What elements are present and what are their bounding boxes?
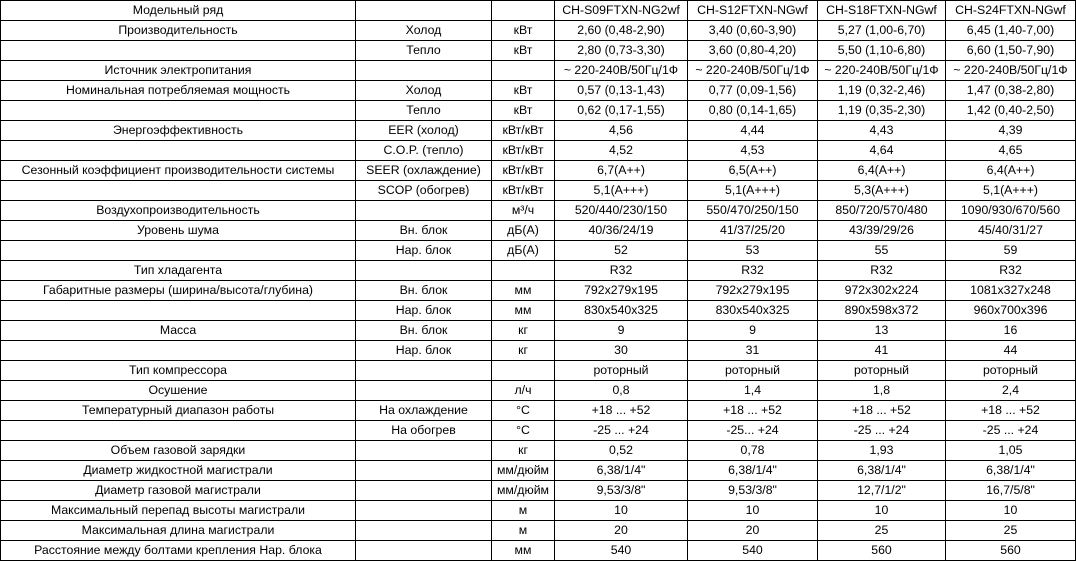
parameter-cell: Воздухопроизводительность (1, 201, 356, 221)
parameter-cell: Максимальная длина магистрали (1, 521, 356, 541)
value-cell: 9,53/3/8" (555, 481, 688, 501)
value-cell: 520/440/230/150 (555, 201, 688, 221)
value-cell: 25 (818, 521, 946, 541)
value-cell: R32 (946, 261, 1076, 281)
sub-parameter-cell: Тепло (356, 101, 492, 121)
parameter-cell: Источник электропитания (1, 61, 356, 81)
value-cell: 10 (818, 501, 946, 521)
value-cell: -25 ... +24 (946, 421, 1076, 441)
sub-parameter-cell (356, 361, 492, 381)
parameter-cell: Номинальная потребляемая мощность (1, 81, 356, 101)
value-cell: 4,39 (946, 121, 1076, 141)
value-cell: R32 (688, 261, 818, 281)
value-cell: 5,1(A+++) (555, 181, 688, 201)
sub-parameter-cell: Нар. блок (356, 301, 492, 321)
value-cell: 6,7(A++) (555, 161, 688, 181)
value-cell: 0,8 (555, 381, 688, 401)
table-row (1, 421, 1076, 441)
value-cell: 13 (818, 321, 946, 341)
value-cell: роторный (818, 361, 946, 381)
sub-parameter-cell (356, 521, 492, 541)
table-row (1, 241, 1076, 261)
model-name: CH-S12FTXN-NGwf (688, 1, 818, 21)
table-row (1, 441, 1076, 461)
value-cell: 9 (555, 321, 688, 341)
sub-parameter-cell: EER (холод) (356, 121, 492, 141)
unit-cell: кВт/кВт (492, 181, 555, 201)
header-unit (492, 1, 555, 21)
unit-cell: м (492, 501, 555, 521)
value-cell: -25 ... +24 (818, 421, 946, 441)
value-cell: 0,52 (555, 441, 688, 461)
value-cell: R32 (555, 261, 688, 281)
table-row (1, 361, 1076, 381)
parameter-cell: Габаритные размеры (ширина/высота/глубина) (1, 281, 356, 301)
value-cell: 6,60 (1,50-7,90) (946, 41, 1076, 61)
sub-parameter-cell: Нар. блок (356, 241, 492, 261)
table-row (1, 401, 1076, 421)
value-cell: 30 (555, 341, 688, 361)
value-cell: 25 (946, 521, 1076, 541)
parameter-cell: Диаметр жидкостной магистрали (1, 461, 356, 481)
unit-cell: кг (492, 321, 555, 341)
value-cell: 16,7/5/8" (946, 481, 1076, 501)
value-cell: 1,19 (0,32-2,46) (818, 81, 946, 101)
table-row (1, 541, 1076, 561)
value-cell: 2,80 (0,73-3,30) (555, 41, 688, 61)
unit-cell: мм/дюйм (492, 481, 555, 501)
value-cell: 0,78 (688, 441, 818, 461)
value-cell: роторный (946, 361, 1076, 381)
sub-parameter-cell (356, 61, 492, 81)
sub-parameter-cell (356, 541, 492, 561)
model-name: CH-S18FTXN-NGwf (818, 1, 946, 21)
sub-parameter-cell: Вн. блок (356, 321, 492, 341)
value-cell: 3,40 (0,60-3,90) (688, 21, 818, 41)
value-cell: 2,60 (0,48-2,90) (555, 21, 688, 41)
table-row (1, 61, 1076, 81)
value-cell: ~ 220-240В/50Гц/1Ф (555, 61, 688, 81)
parameter-cell (1, 241, 356, 261)
value-cell: 5,1(A+++) (688, 181, 818, 201)
value-cell: 792x279x195 (555, 281, 688, 301)
unit-cell (492, 261, 555, 281)
unit-cell: л/ч (492, 381, 555, 401)
table-row (1, 181, 1076, 201)
value-cell: 560 (946, 541, 1076, 561)
table-row (1, 381, 1076, 401)
sub-parameter-cell: Холод (356, 81, 492, 101)
table-row (1, 321, 1076, 341)
value-cell: 16 (946, 321, 1076, 341)
value-cell: 1081x327x248 (946, 281, 1076, 301)
table-row (1, 301, 1076, 321)
table-row (1, 481, 1076, 501)
header-label: Модельный ряд (1, 1, 356, 21)
value-cell: 0,62 (0,17-1,55) (555, 101, 688, 121)
value-cell: 4,64 (818, 141, 946, 161)
value-cell: 44 (946, 341, 1076, 361)
value-cell: 6,38/1/4" (555, 461, 688, 481)
parameter-cell (1, 101, 356, 121)
value-cell: 6,38/1/4" (946, 461, 1076, 481)
sub-parameter-cell (356, 201, 492, 221)
parameter-cell (1, 301, 356, 321)
unit-cell: кг (492, 341, 555, 361)
unit-cell: кВт (492, 41, 555, 61)
value-cell: 830x540x325 (688, 301, 818, 321)
parameter-cell: Объем газовой зарядки (1, 441, 356, 461)
value-cell: -25 ... +24 (555, 421, 688, 441)
sub-parameter-cell: Вн. блок (356, 281, 492, 301)
value-cell: 2,4 (946, 381, 1076, 401)
sub-parameter-cell (356, 381, 492, 401)
parameter-cell: Производительность (1, 21, 356, 41)
value-cell: 5,50 (1,10-6,80) (818, 41, 946, 61)
unit-cell: кг (492, 441, 555, 461)
parameter-cell: Осушение (1, 381, 356, 401)
sub-parameter-cell (356, 441, 492, 461)
value-cell: 0,77 (0,09-1,56) (688, 81, 818, 101)
value-cell: ~ 220-240В/50Гц/1Ф (946, 61, 1076, 81)
parameter-cell (1, 141, 356, 161)
header-sub (356, 1, 492, 21)
parameter-cell: Расстояние между болтами крепления Нар. блока (1, 541, 356, 561)
value-cell: 4,52 (555, 141, 688, 161)
unit-cell: кВт (492, 81, 555, 101)
value-cell: 0,80 (0,14-1,65) (688, 101, 818, 121)
unit-cell: дБ(А) (492, 241, 555, 261)
value-cell: 6,38/1/4" (688, 461, 818, 481)
sub-parameter-cell: На охлаждение (356, 401, 492, 421)
unit-cell: кВт (492, 21, 555, 41)
unit-cell: °С (492, 421, 555, 441)
value-cell: 5,3(A+++) (818, 181, 946, 201)
table-row (1, 501, 1076, 521)
parameter-cell: Энергоэффективность (1, 121, 356, 141)
table-row (1, 161, 1076, 181)
sub-parameter-cell (356, 461, 492, 481)
value-cell: 560 (818, 541, 946, 561)
value-cell: 6,4(A++) (946, 161, 1076, 181)
value-cell: +18 ... +52 (946, 401, 1076, 421)
value-cell: 6,45 (1,40-7,00) (946, 21, 1076, 41)
value-cell: 9,53/3/8" (688, 481, 818, 501)
parameter-cell (1, 41, 356, 61)
sub-parameter-cell (356, 501, 492, 521)
sub-parameter-cell: Тепло (356, 41, 492, 61)
value-cell: 1,47 (0,38-2,80) (946, 81, 1076, 101)
value-cell: 12,7/1/2" (818, 481, 946, 501)
value-cell: 972x302x224 (818, 281, 946, 301)
model-name: CH-S24FTXN-NGwf (946, 1, 1076, 21)
table-row (1, 81, 1076, 101)
value-cell: 10 (688, 501, 818, 521)
sub-parameter-cell (356, 481, 492, 501)
value-cell: 5,1(A+++) (946, 181, 1076, 201)
value-cell: 1090/930/670/560 (946, 201, 1076, 221)
value-cell: 0,57 (0,13-1,43) (555, 81, 688, 101)
value-cell: 792x279x195 (688, 281, 818, 301)
unit-cell: м³/ч (492, 201, 555, 221)
value-cell: 59 (946, 241, 1076, 261)
value-cell: 53 (688, 241, 818, 261)
value-cell: 1,4 (688, 381, 818, 401)
value-cell: -25... +24 (688, 421, 818, 441)
unit-cell: °С (492, 401, 555, 421)
table-row (1, 521, 1076, 541)
value-cell: 6,5(A++) (688, 161, 818, 181)
unit-cell: дБ(А) (492, 221, 555, 241)
table-row (1, 41, 1076, 61)
value-cell: 55 (818, 241, 946, 261)
parameter-cell: Температурный диапазон работы (1, 401, 356, 421)
value-cell: 890x598x372 (818, 301, 946, 321)
value-cell: 1,8 (818, 381, 946, 401)
sub-parameter-cell: SCOP (обогрев) (356, 181, 492, 201)
value-cell: 9 (688, 321, 818, 341)
sub-parameter-cell: Холод (356, 21, 492, 41)
unit-cell: кВт/кВт (492, 161, 555, 181)
sub-parameter-cell: Нар. блок (356, 341, 492, 361)
value-cell: 4,65 (946, 141, 1076, 161)
value-cell: 10 (946, 501, 1076, 521)
parameter-cell: Диаметр газовой магистрали (1, 481, 356, 501)
value-cell: 20 (555, 521, 688, 541)
value-cell: R32 (818, 261, 946, 281)
table-row (1, 121, 1076, 141)
value-cell: 540 (688, 541, 818, 561)
parameter-cell: Тип компрессора (1, 361, 356, 381)
unit-cell: мм (492, 541, 555, 561)
table-row (1, 341, 1076, 361)
value-cell: 10 (555, 501, 688, 521)
table-row (1, 261, 1076, 281)
unit-cell: кВт/кВт (492, 141, 555, 161)
value-cell: 41 (818, 341, 946, 361)
value-cell: ~ 220-240В/50Гц/1Ф (818, 61, 946, 81)
value-cell: роторный (688, 361, 818, 381)
table-row (1, 281, 1076, 301)
value-cell: +18 ... +52 (555, 401, 688, 421)
parameter-cell (1, 421, 356, 441)
value-cell: 540 (555, 541, 688, 561)
value-cell: 41/37/25/20 (688, 221, 818, 241)
value-cell: 1,93 (818, 441, 946, 461)
header-row (1, 1, 1076, 21)
unit-cell: м (492, 521, 555, 541)
unit-cell: мм/дюйм (492, 461, 555, 481)
sub-parameter-cell: На обогрев (356, 421, 492, 441)
value-cell: 43/39/29/26 (818, 221, 946, 241)
value-cell: 550/470/250/150 (688, 201, 818, 221)
parameter-cell: Уровень шума (1, 221, 356, 241)
value-cell: 4,43 (818, 121, 946, 141)
value-cell: 5,27 (1,00-6,70) (818, 21, 946, 41)
table-row (1, 201, 1076, 221)
value-cell: 1,42 (0,40-2,50) (946, 101, 1076, 121)
value-cell: 4,56 (555, 121, 688, 141)
parameter-cell: Максимальный перепад высоты магистрали (1, 501, 356, 521)
unit-cell: мм (492, 301, 555, 321)
value-cell: ~ 220-240В/50Гц/1Ф (688, 61, 818, 81)
table-row (1, 21, 1076, 41)
parameter-cell (1, 181, 356, 201)
parameter-cell: Тип хладагента (1, 261, 356, 281)
value-cell: 6,38/1/4" (818, 461, 946, 481)
unit-cell (492, 361, 555, 381)
value-cell: 3,60 (0,80-4,20) (688, 41, 818, 61)
value-cell: 1,19 (0,35-2,30) (818, 101, 946, 121)
table-row (1, 141, 1076, 161)
value-cell: 4,53 (688, 141, 818, 161)
value-cell: 31 (688, 341, 818, 361)
value-cell: 1,05 (946, 441, 1076, 461)
value-cell: 40/36/24/19 (555, 221, 688, 241)
value-cell: +18 ... +52 (688, 401, 818, 421)
value-cell: 52 (555, 241, 688, 261)
value-cell: 960x700x396 (946, 301, 1076, 321)
value-cell: 20 (688, 521, 818, 541)
unit-cell (492, 61, 555, 81)
table-row (1, 461, 1076, 481)
unit-cell: мм (492, 281, 555, 301)
value-cell: 830x540x325 (555, 301, 688, 321)
value-cell: 850/720/570/480 (818, 201, 946, 221)
unit-cell: кВт/кВт (492, 121, 555, 141)
spec-table-body (1, 1, 1076, 561)
value-cell: 4,44 (688, 121, 818, 141)
value-cell: 45/40/31/27 (946, 221, 1076, 241)
model-name: CH-S09FTXN-NG2wf (555, 1, 688, 21)
table-row (1, 221, 1076, 241)
unit-cell: кВт (492, 101, 555, 121)
sub-parameter-cell: Вн. блок (356, 221, 492, 241)
value-cell: 6,4(A++) (818, 161, 946, 181)
parameter-cell: Сезонный коэффициент производительности системы (1, 161, 356, 181)
table-row (1, 101, 1076, 121)
sub-parameter-cell: SEER (охлаждение) (356, 161, 492, 181)
parameter-cell (1, 341, 356, 361)
value-cell: +18 ... +52 (818, 401, 946, 421)
parameter-cell: Масса (1, 321, 356, 341)
value-cell: роторный (555, 361, 688, 381)
sub-parameter-cell: C.O.P. (тепло) (356, 141, 492, 161)
sub-parameter-cell (356, 261, 492, 281)
